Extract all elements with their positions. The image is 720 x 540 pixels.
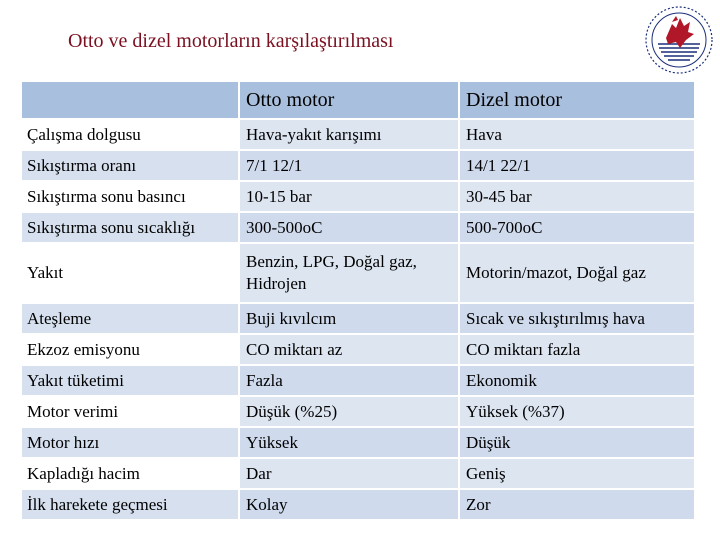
- table-row: [22, 212, 694, 243]
- dizel-cell: 500-700oC: [459, 212, 694, 243]
- otto-cell: Hava-yakıt karışımı: [239, 119, 459, 150]
- table-row: [22, 396, 694, 427]
- row-label: İlk harekete geçmesi: [22, 489, 239, 520]
- otto-cell: CO miktarı az: [239, 334, 459, 365]
- slide-title: Otto ve dizel motorların karşılaştırılması: [68, 30, 394, 52]
- row-label: Yakıt tüketimi: [22, 365, 239, 396]
- otto-cell: Yüksek: [239, 427, 459, 458]
- otto-cell: 10-15 bar: [239, 181, 459, 212]
- row-label: Kapladığı hacim: [22, 458, 239, 489]
- row-label: Yakıt: [22, 243, 239, 303]
- dizel-cell: Hava: [459, 119, 694, 150]
- otto-cell: 7/1 12/1: [239, 150, 459, 181]
- header-cell-otto: Otto motor: [239, 82, 459, 119]
- otto-cell: Fazla: [239, 365, 459, 396]
- dizel-cell: Sıcak ve sıkıştırılmış hava: [459, 303, 694, 334]
- row-label: Ekzoz emisyonu: [22, 334, 239, 365]
- otto-cell: Buji kıvılcım: [239, 303, 459, 334]
- otto-cell: Benzin, LPG, Doğal gaz, Hidrojen: [239, 243, 459, 303]
- table-row: [22, 181, 694, 212]
- dizel-cell: Motorin/mazot, Doğal gaz: [459, 243, 694, 303]
- university-seal-icon: [642, 4, 716, 76]
- dizel-cell: CO miktarı fazla: [459, 334, 694, 365]
- table-row: [22, 365, 694, 396]
- row-label: Motor verimi: [22, 396, 239, 427]
- otto-cell: Düşük (%25): [239, 396, 459, 427]
- table-header-row: [22, 82, 694, 119]
- table-row: [22, 119, 694, 150]
- dizel-cell: Düşük: [459, 427, 694, 458]
- dizel-cell: Zor: [459, 489, 694, 520]
- dizel-cell: 14/1 22/1: [459, 150, 694, 181]
- dizel-cell: Ekonomik: [459, 365, 694, 396]
- table-row: [22, 334, 694, 365]
- dizel-cell: 30-45 bar: [459, 181, 694, 212]
- otto-cell: 300-500oC: [239, 212, 459, 243]
- table-row: [22, 427, 694, 458]
- dizel-cell: Yüksek (%37): [459, 396, 694, 427]
- table-row: [22, 458, 694, 489]
- table-row: [22, 489, 694, 520]
- table-row: [22, 303, 694, 334]
- row-label: Çalışma dolgusu: [22, 119, 239, 150]
- comparison-table: [22, 82, 694, 521]
- row-label: Sıkıştırma sonu sıcaklığı: [22, 212, 239, 243]
- row-label: Ateşleme: [22, 303, 239, 334]
- header-cell-empty: [22, 82, 239, 119]
- otto-cell: Dar: [239, 458, 459, 489]
- dizel-cell: Geniş: [459, 458, 694, 489]
- otto-cell: Kolay: [239, 489, 459, 520]
- header-cell-dizel: Dizel motor: [459, 82, 694, 119]
- table-row: [22, 150, 694, 181]
- row-label: Motor hızı: [22, 427, 239, 458]
- table-row: [22, 243, 694, 303]
- row-label: Sıkıştırma sonu basıncı: [22, 181, 239, 212]
- row-label: Sıkıştırma oranı: [22, 150, 239, 181]
